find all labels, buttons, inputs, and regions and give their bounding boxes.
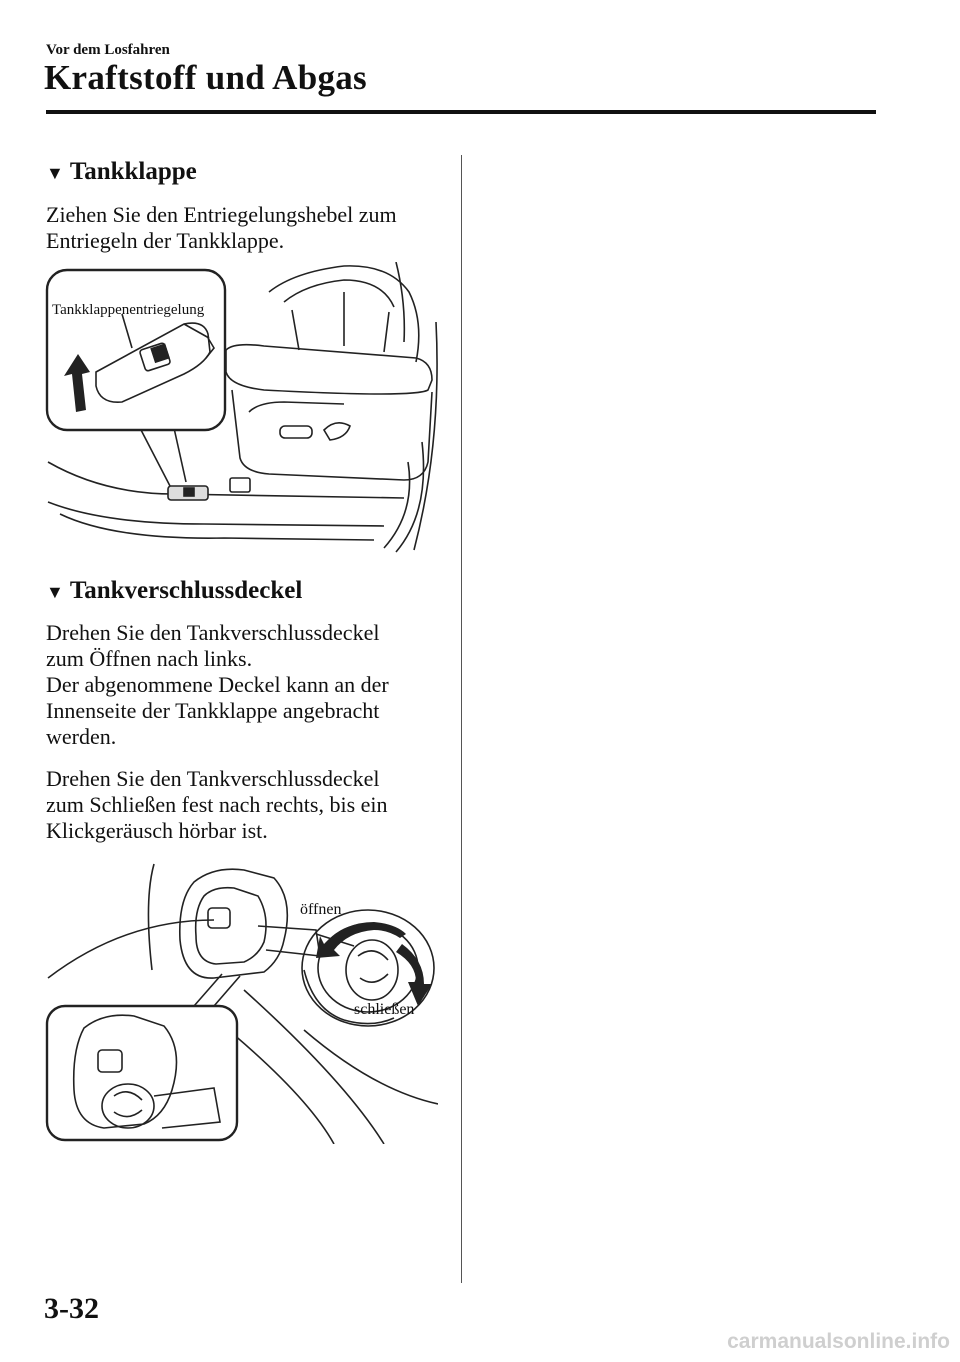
section-heading-text: Tankverschlussdeckel: [69, 577, 303, 604]
release-lever-label: Tankklappenentriegelung: [52, 302, 205, 318]
fuel-cap-illustration: [44, 860, 438, 1144]
watermark: carmanualsonline.info: [727, 1330, 950, 1353]
header-rule: [46, 110, 876, 114]
section-heading-text: Tankklappe: [69, 158, 197, 185]
triangle-bullet-icon: ▼: [46, 162, 64, 183]
paragraph-tankklappe: Ziehen Sie den Entriegelungshebel zum Entriegeln der Tankklappe.: [46, 202, 397, 253]
column-divider: [461, 155, 462, 1283]
section-heading-tankklappe: [46, 158, 197, 186]
open-label: öffnen: [300, 901, 342, 918]
page-number: 3-32: [44, 1292, 99, 1325]
chapter-label: Vor dem Losfahren: [46, 42, 170, 58]
close-label: schließen: [354, 1001, 415, 1018]
paragraph-cap-open: Drehen Sie den Tankverschlussdeckel zum Öffnen nach links. Der abgenommene Deckel kann an der Innenseite der Tankklappe angebracht werden.: [46, 620, 389, 749]
page-title: Kraftstoff und Abgas: [44, 58, 367, 97]
triangle-bullet-icon: ▼: [46, 581, 64, 602]
section-heading-tankverschlussdeckel: [46, 577, 302, 605]
fuel-door-release-illustration: [44, 262, 438, 554]
paragraph-cap-close: Drehen Sie den Tankverschlussdeckel zum Schließen fest nach rechts, bis ein Klickgeräusch hörbar ist.: [46, 766, 388, 843]
